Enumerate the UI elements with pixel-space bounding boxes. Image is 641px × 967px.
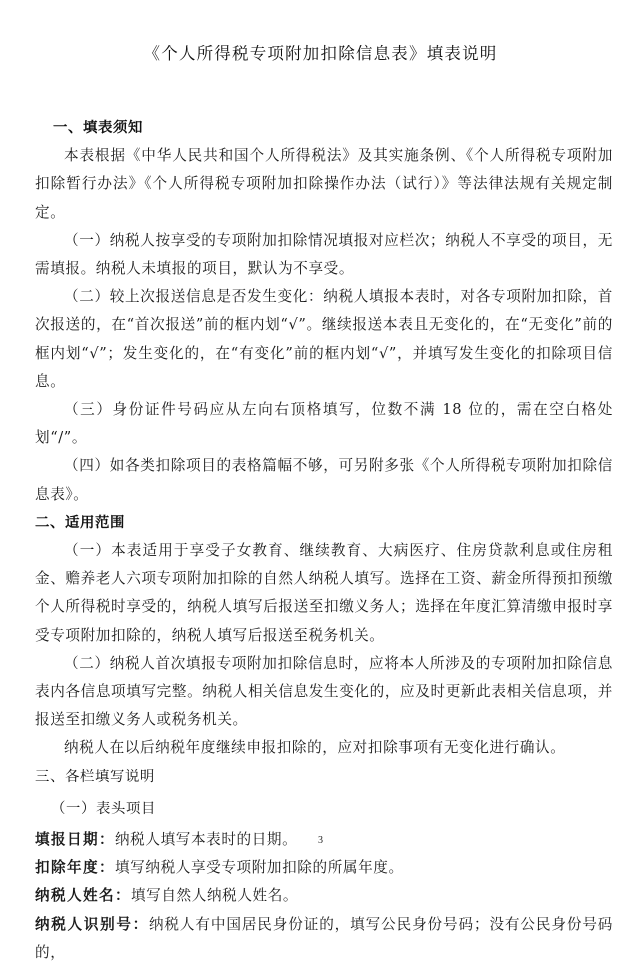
field-taxpayer-id — [35, 911, 613, 967]
field-text: 填写自然人纳税人姓名。 — [130, 887, 299, 905]
field-label: 填报日期： — [35, 831, 115, 849]
paragraph-item-1-4: （四）如各类扣除项目的表格篇幅不够，可另附多张《个人所得税专项附加扣除信息表》。 — [35, 457, 613, 503]
field-text: 填写纳税人享受专项附加扣除的所属年度。 — [114, 859, 404, 877]
field-label: 纳税人识别号： — [35, 915, 149, 933]
paragraph-item-1-1: （一）纳税人按享受的专项附加扣除情况填报对应栏次；纳税人不享受的项目，无需填报。纳税人未填报的项目，默认为不享受。 — [35, 231, 613, 278]
field-text: 纳税人有中国居民身份证的，填写公民身份号码；没有公民身份号码的， — [35, 915, 613, 961]
page-number: 3 — [318, 835, 323, 846]
paragraph-item-1-2: （二）较上次报送信息是否发生变化：纳税人填报本表时，对各专项附加扣除，首次报送的，在“首次报送”前的框内划“√”。继续报送本表且无变化的，在“无变化”前的框内划“√”；发生变化的，在“有变化”前的框内划“√”，并填写发生变化的扣除项目信息。 — [35, 288, 613, 390]
field-text: 纳税人填写本表时的日期。 — [114, 831, 298, 849]
field-label: 扣除年度： — [35, 859, 115, 877]
paragraph-item-2-3: 纳税人在以后纳税年度继续申报扣除的，应对扣除事项有无变化进行确认。 — [64, 739, 566, 757]
field-label: 纳税人姓名： — [35, 887, 131, 905]
subsection-heading-header-items: （一）表头项目 — [51, 800, 156, 817]
paragraph-item-2-2: （二）纳税人首次填报专项附加扣除信息时，应将本人所涉及的专项附加扣除信息表内各信息项填写完整。纳税人相关信息发生变化的，应及时更新此表相关信息项，并报送至扣缴义务人或税务机关。 — [35, 654, 613, 729]
section-heading-instructions: 一、填表须知 — [53, 120, 143, 136]
paragraph-item-2-1: （一）本表适用于享受子女教育、继续教育、大病医疗、住房贷款利息或住房租金、赡养老人六项专项附加扣除的自然人纳税人填写。选择在工资、薪金所得预扣预缴个人所得税时享受的，纳税人填写后报送至扣缴义务人；选择在年度汇算清缴申报时享受专项附加扣除的，纳税人填写后报送至税务机关。 — [35, 542, 613, 644]
field-taxpayer-name — [35, 882, 613, 910]
paragraph-item-1-3: （三）身份证件号码应从左向右顶格填写，位数不满 18 位的，需在空白格处划“/”。 — [35, 401, 613, 447]
paragraph-intro: 本表根据《中华人民共和国个人所得税法》及其实施条例、《个人所得税专项附加扣除暂行办法》《个人所得税专项附加扣除操作办法（试行）》等法律法规有关规定制定。 — [35, 147, 613, 221]
section-heading-scope: 二、适用范围 — [35, 514, 125, 531]
document-title: 《个人所得税专项附加扣除信息表》填表说明 — [143, 44, 498, 63]
section-heading-field-instructions: 三、各栏填写说明 — [35, 768, 155, 785]
field-deduction-year — [35, 854, 613, 882]
